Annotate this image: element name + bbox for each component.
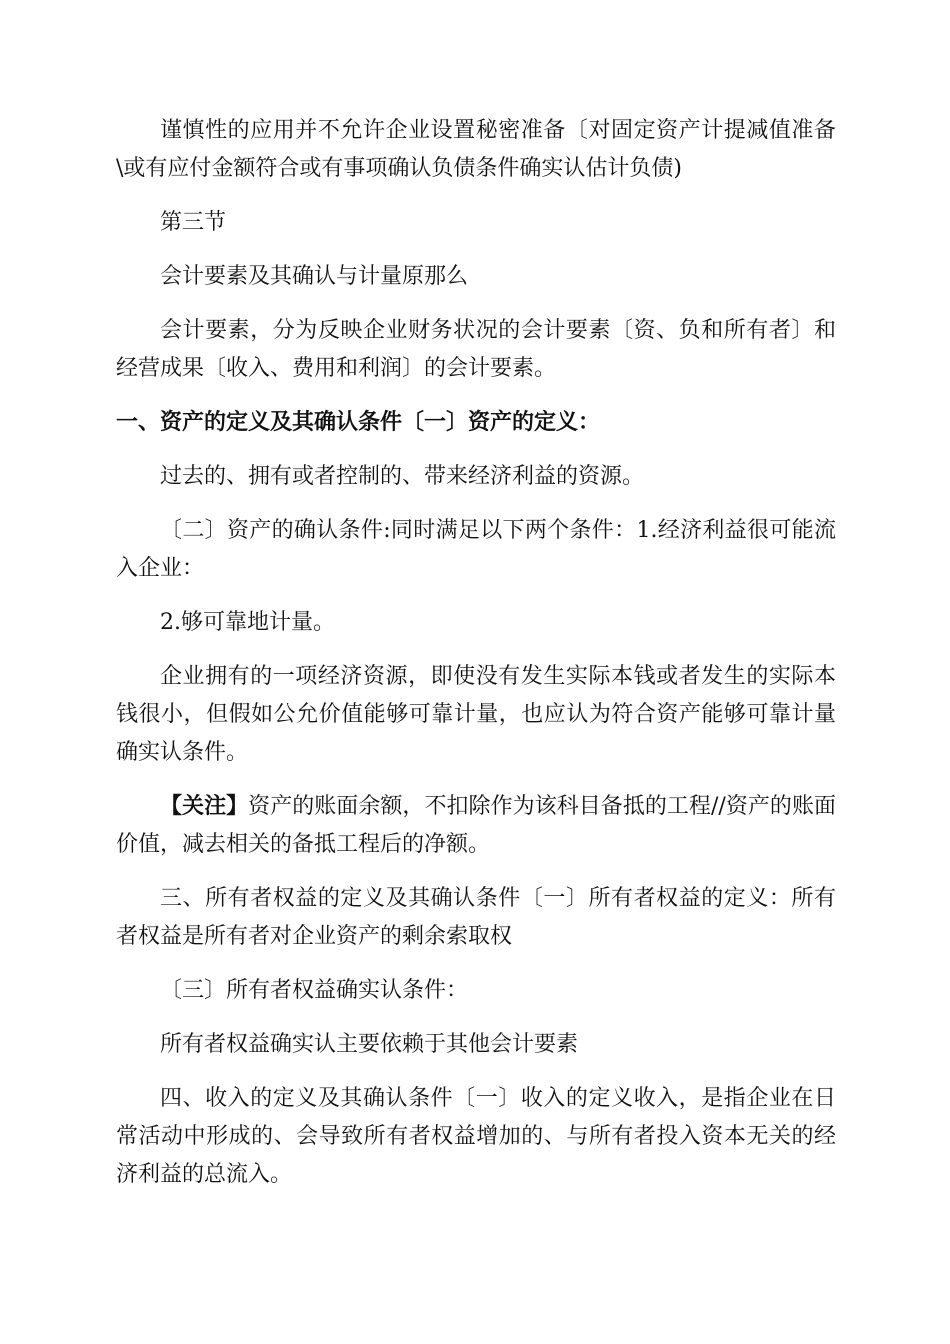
paragraph-asset-conditions: 〔二〕资产的确认条件:同时满足以下两个条件：1.经济利益很可能流入企业： bbox=[116, 518, 836, 581]
section-title: 会计要素及其确认与计量原那么 bbox=[160, 264, 469, 289]
attention-label: 【关注】 bbox=[160, 794, 249, 819]
paragraph-equity-conditions: 〔三〕所有者权益确实认条件： bbox=[160, 978, 469, 1003]
section-number: 第三节 bbox=[160, 210, 227, 235]
attention-text: 资产的账面余额，不扣除作为该科目备抵的工程//资产的账面价值，减去相关的备抵工程后的净额。 bbox=[116, 794, 836, 857]
paragraph-condition-2: 2.够可靠地计量。 bbox=[160, 610, 335, 635]
paragraph-equity-definition: 三、所有者权益的定义及其确认条件〔一〕所有者权益的定义：所有者权益是所有者对企业资产的剩余索取权 bbox=[116, 886, 836, 949]
paragraph-asset-definition: 过去的、拥有或者控制的、带来经济利益的资源。 bbox=[160, 464, 645, 489]
paragraph-prudence: 谨慎性的应用并不允许企业设置秘密准备〔对固定资产计提减值准备\或有应付金额符合或有事项确认负债条件确实认估计负债) bbox=[116, 118, 836, 181]
heading-asset-definition: 一、资产的定义及其确认条件〔一〕资产的定义： bbox=[116, 410, 601, 435]
document-page bbox=[116, 112, 836, 1210]
paragraph-attention bbox=[116, 788, 836, 864]
paragraph-fair-value: 企业拥有的一项经济资源，即使没有发生实际本钱或者发生的实际本钱很小，但假如公允价值能够可靠计量，也应认为符合资产能够可靠计量确实认条件。 bbox=[116, 664, 836, 765]
paragraph-equity-depends: 所有者权益确实认主要依赖于其他会计要素 bbox=[160, 1032, 579, 1057]
paragraph-revenue-definition: 四、收入的定义及其确认条件〔一〕收入的定义收入，是指企业在日常活动中形成的、会导致所有者权益增加的、与所有者投入资本无关的经济利益的总流入。 bbox=[116, 1086, 836, 1187]
paragraph-elements: 会计要素，分为反映企业财务状况的会计要素〔资、负和所有者〕和经营成果〔收入、费用和利润〕的会计要素。 bbox=[116, 318, 836, 381]
